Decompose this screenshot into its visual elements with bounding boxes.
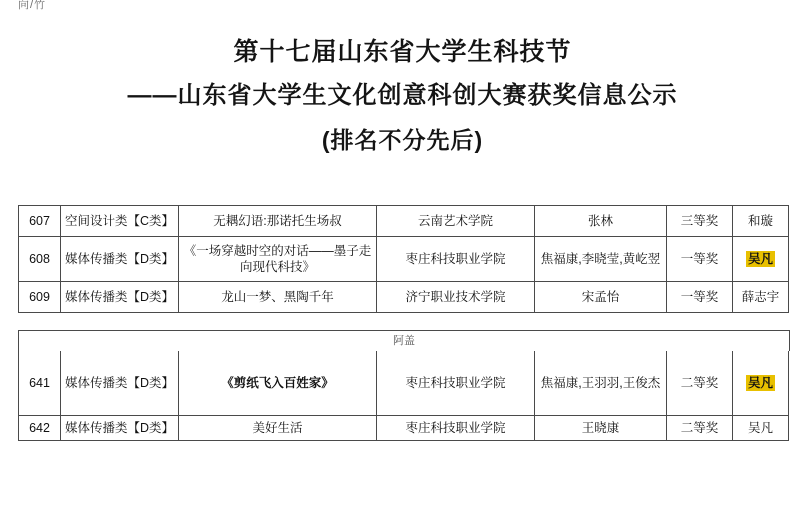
cell-school: 枣庄科技职业学院 <box>377 416 535 441</box>
page-title-note: (排名不分先后) <box>321 127 484 153</box>
cell-work: 《剪纸飞入百姓家》 <box>179 351 377 416</box>
cell-no: 607 <box>19 206 61 237</box>
page-top-fragment: 向/竹 <box>18 0 47 10</box>
table-row <box>19 416 789 441</box>
cell-advisor: 和璇 <box>733 206 789 237</box>
cell-work: 无耦幻语:那诺托生场叔 <box>179 206 377 237</box>
cell-prize: 二等奖 <box>667 351 733 416</box>
award-table-bottom <box>18 330 788 441</box>
advisor-highlight: 吴凡 <box>747 376 773 390</box>
bottom-fade-mask <box>18 478 805 506</box>
cell-category: 媒体传播类【D类】 <box>61 416 179 441</box>
cell-advisor: 薛志宇 <box>733 282 789 313</box>
cell-advisor <box>733 237 789 282</box>
cell-prize: 一等奖 <box>667 282 733 313</box>
cell-school: 枣庄科技职业学院 <box>377 237 535 282</box>
page-title: 第十七届山东省大学生科技节 <box>233 38 572 66</box>
cell-school: 云南艺术学院 <box>377 206 535 237</box>
award-table <box>18 205 789 313</box>
table-row <box>19 351 789 416</box>
table-row <box>19 282 789 313</box>
cell-advisor <box>733 351 789 416</box>
cell-prize: 三等奖 <box>667 206 733 237</box>
cell-author: 王晓康 <box>535 416 667 441</box>
award-table-continued <box>18 350 789 441</box>
title-block <box>0 30 805 162</box>
cell-prize: 二等奖 <box>667 416 733 441</box>
cell-category: 空间设计类【C类】 <box>61 206 179 237</box>
cell-author: 焦福康,王羽羽,王俊杰 <box>535 351 667 416</box>
award-table-top <box>18 205 788 313</box>
cell-no: 641 <box>19 351 61 416</box>
cell-category: 媒体传播类【D类】 <box>61 351 179 416</box>
cell-advisor: 吴凡 <box>733 416 789 441</box>
cell-author: 张林 <box>535 206 667 237</box>
cell-author: 宋孟怡 <box>535 282 667 313</box>
page-subtitle: ——山东省大学生文化创意科创大赛获奖信息公示 <box>127 82 678 109</box>
cell-no: 609 <box>19 282 61 313</box>
cell-school: 枣庄科技职业学院 <box>377 351 535 416</box>
cell-work: 《一场穿越时空的对话——墨子走向现代科技》 <box>179 237 377 282</box>
cell-work: 龙山一梦、黑陶千年 <box>179 282 377 313</box>
cell-school: 济宁职业技术学院 <box>377 282 535 313</box>
table-watermark-text: 阿盖 <box>18 330 790 351</box>
cell-work: 美好生活 <box>179 416 377 441</box>
cell-no: 642 <box>19 416 61 441</box>
cell-prize: 一等奖 <box>667 237 733 282</box>
table-row <box>19 206 789 237</box>
cell-author: 焦福康,李晓莹,黄屹翌 <box>535 237 667 282</box>
cell-category: 媒体传播类【D类】 <box>61 282 179 313</box>
advisor-highlight: 吴凡 <box>747 252 773 266</box>
table-row <box>19 237 789 282</box>
cell-no: 608 <box>19 237 61 282</box>
cell-category: 媒体传播类【D类】 <box>61 237 179 282</box>
